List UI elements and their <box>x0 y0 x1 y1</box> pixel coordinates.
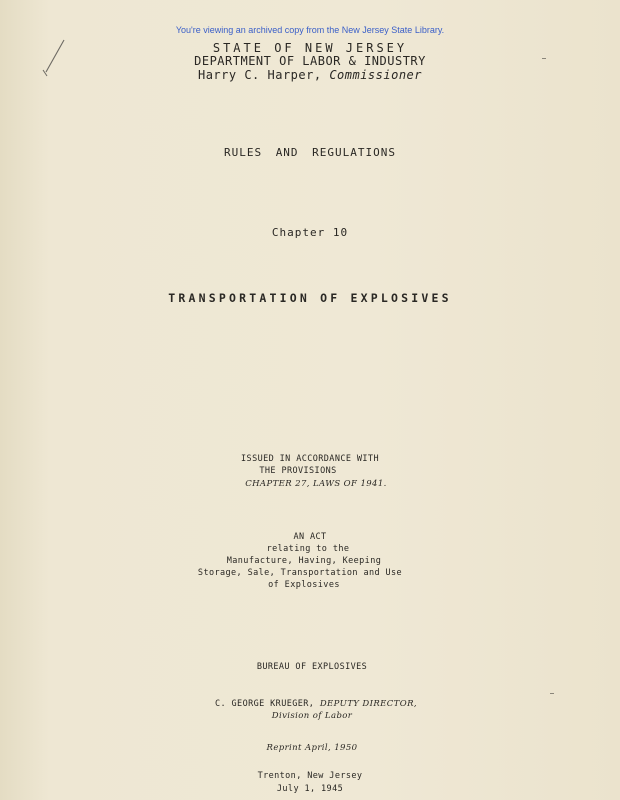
act-line-5: of Explosives <box>268 580 340 590</box>
act-line-2: relating to the <box>266 544 350 554</box>
state-heading: STATE OF NEW JERSEY <box>212 41 408 55</box>
act-line-3: Manufacture, Having, Keeping <box>226 556 382 566</box>
act-line-4: Storage, Sale, Transportation and Use <box>197 568 403 578</box>
act-line-1: AN ACT <box>293 532 327 542</box>
chapter-number: Chapter 10 <box>271 226 349 239</box>
issued-line-1: ISSUED IN ACCORDANCE WITH <box>241 454 379 464</box>
issued-line-3: CHAPTER 27, LAWS OF 1941. <box>245 479 387 489</box>
bureau-name: BUREAU OF EXPLOSIVES <box>256 662 368 672</box>
subject-title: TRANSPORTATION OF EXPLOSIVES <box>168 291 452 305</box>
scan-speck <box>550 693 554 694</box>
rules-title: RULES AND REGULATIONS <box>223 146 397 159</box>
reprint-date: Reprint April, 1950 <box>266 743 358 753</box>
issued-line-2: THE PROVISIONS <box>259 466 337 476</box>
commissioner-title: Commissioner <box>329 68 423 82</box>
place-line: Trenton, New Jersey <box>257 771 363 781</box>
issue-date: July 1, 1945 <box>276 784 344 794</box>
commissioner-name: Harry C. Harper, <box>197 68 322 82</box>
director-name: C. GEORGE KRUEGER, <box>214 699 315 709</box>
division-name: Division of Labor <box>271 711 353 721</box>
department-heading: DEPARTMENT OF LABOR & INDUSTRY <box>194 54 426 68</box>
archive-banner: You're viewing an archived copy from the New Jersey State Library. <box>175 25 445 35</box>
director-title: DEPUTY DIRECTOR, <box>319 699 418 709</box>
commissioner-line <box>0 68 620 82</box>
director-line <box>6 699 620 709</box>
